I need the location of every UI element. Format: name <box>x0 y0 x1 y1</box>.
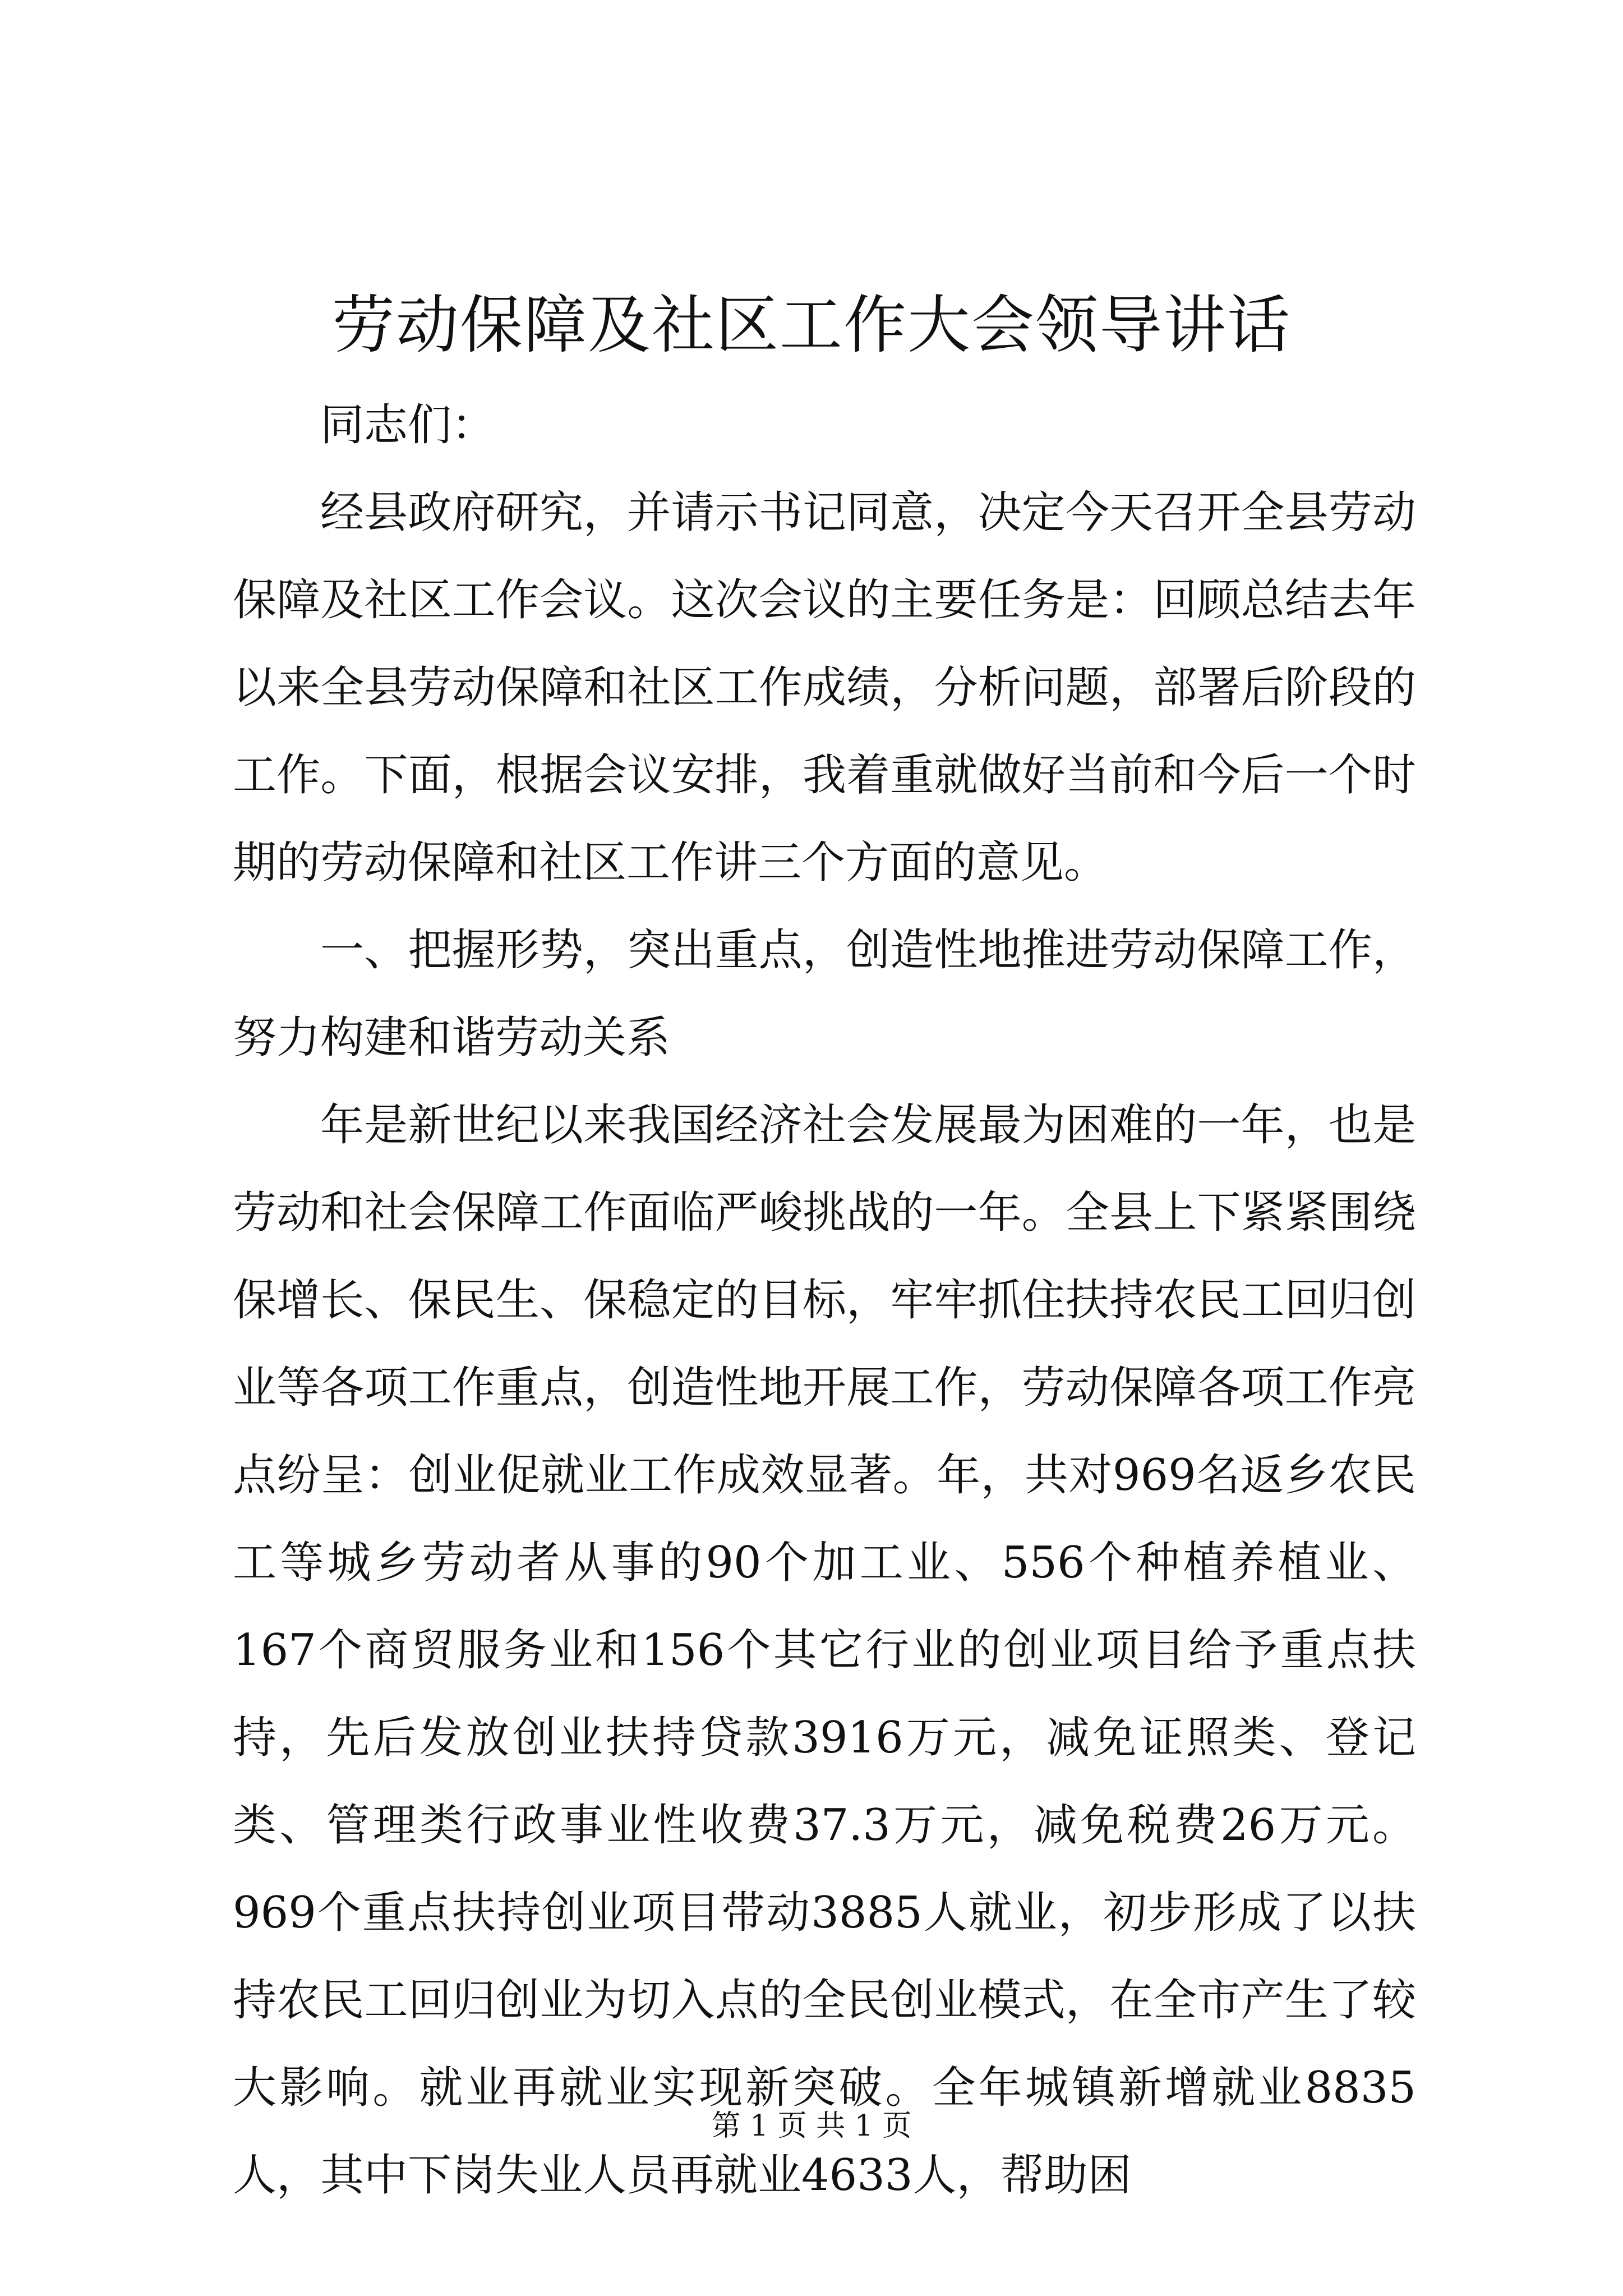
salutation-paragraph: 同志们： <box>320 400 496 450</box>
section-heading-paragraph: 一、把握形势，突出重点，创造性地推进劳动保障工作，努力构建和谐劳动关系 <box>233 925 1416 1063</box>
page-footer: 第 1 页 共 1 页 <box>711 2109 912 2143</box>
document-title: 劳动保障及社区工作大会领导讲话 <box>332 289 1291 362</box>
intro-paragraph: 经县政府研究，并请示书记同意，决定今天召开全县劳动保障及社区工作会议。这次会议的主要任务是：回顾总结去年以来全县劳动保障和社区工作成绩，分析问题，部署后阶段的工作。下面，根据会议安排，我着重就做好当前和今后一个时期的劳动保障和社区工作讲三个方面的意见。 <box>233 487 1416 888</box>
body-paragraph: 年是新世纪以来我国经济社会发展最为困难的一年，也是劳动和社会保障工作面临严峻挑战的一年。全县上下紧紧围绕保增长、保民生、保稳定的目标，牢牢抓住扶持农民工回归创业等各项工作重点，创造性地开展工作，劳动保障各项工作亮点纷呈：创业促就业工作成效显著。年，共对969名返乡农民工等城乡劳动者从事的90个加工业、556个种植养植业、167个商贸服务业和156个其它行业的创业项目给予重点扶持，先后发放创业扶持贷款3916万元，减免证照类、登记类、管理类行政事业性收费37.3万元，减免税费26万元。969个重点扶持创业项目带动3885人就业，初步形成了以扶持农民工回归创业为切入点的全民创业模式，在全市产生了较大影响。就业再就业实现新突破。全年城镇新增就业8835人，其中下岗失业人员再就业4633人，帮助困 <box>233 1100 1416 2201</box>
document-body <box>233 381 1416 2219</box>
